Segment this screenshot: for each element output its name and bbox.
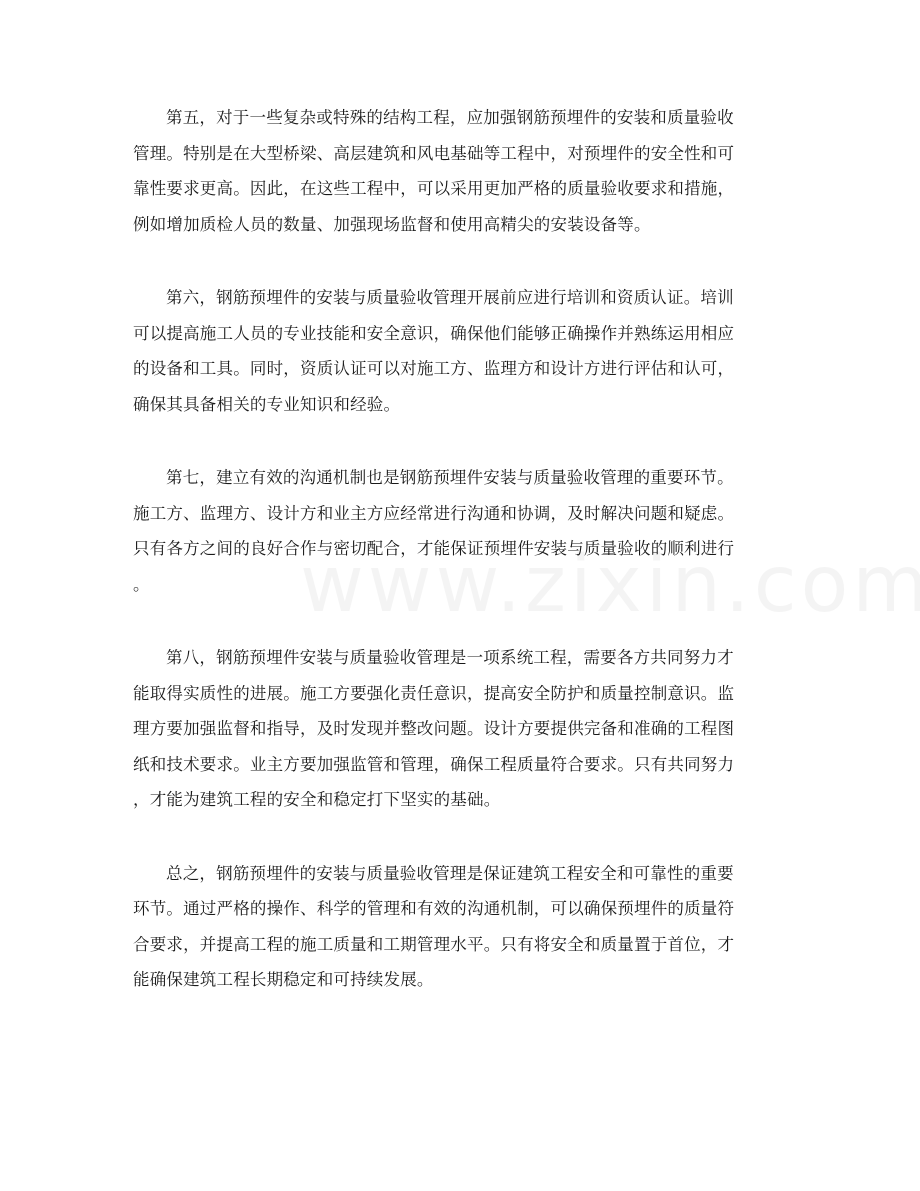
text-line: 合要求，并提高工程的施工质量和工期管理水平。只有将安全和质量置于首位，才 <box>133 934 735 954</box>
text-line: 能确保建筑工程长期稳定和可持续发展。 <box>133 970 434 989</box>
document-body <box>133 100 793 1036</box>
text-line: 确保其具备相关的专业知识和经验。 <box>133 394 401 414</box>
paragraph-conclusion <box>133 856 793 998</box>
text-line: 第七，建立有效的沟通机制也是钢筋预埋件安装与质量验收管理的重要环节。 <box>166 468 734 487</box>
paragraph-8 <box>133 640 793 818</box>
text-line: 例如增加质检人员的数量、加强现场监督和使用高精尖的安装设备等。 <box>133 214 651 234</box>
paragraph-7 <box>133 460 793 602</box>
text-line: 只有各方之间的良好合作与密切配合，才能保证预埋件安装与质量验收的顺利进行 <box>133 539 735 558</box>
text-line: 。 <box>133 574 150 594</box>
text-line: 纸和技术要求。业主方要加强监管和管理，确保工程质量符合要求。只有共同努力 <box>133 754 735 774</box>
text-line: 管理。特别是在大型桥梁、高层建筑和风电基础等工程中，对预埋件的安全性和可 <box>133 143 735 163</box>
text-line: 的设备和工具。同时，资质认证可以对施工方、监理方和设计方进行评估和认可， <box>133 359 735 378</box>
paragraph-6 <box>133 280 793 422</box>
text-line: 能取得实质性的进展。施工方要强化责任意识，提高安全防护和质量控制意识。监 <box>133 683 735 703</box>
paragraph-5 <box>133 100 793 242</box>
text-line: 可以提高施工人员的专业技能和安全意识，确保他们能够正确操作并熟练运用相应 <box>133 323 735 343</box>
text-line: 理方要加强监督和指导，及时发现并整改问题。设计方要提供完备和准确的工程图 <box>133 719 735 738</box>
text-line: 环节。通过严格的操作、科学的管理和有效的沟通机制，可以确保预埋件的质量符 <box>133 899 735 918</box>
text-line: 总之，钢筋预埋件的安装与质量验收管理是保证建筑工程安全和可靠性的重要 <box>166 863 734 883</box>
text-line: 第五，对于一些复杂或特殊的结构工程，应加强钢筋预埋件的安装和质量验收 <box>166 108 734 127</box>
text-line: 第八，钢筋预埋件安装与质量验收管理是一项系统工程，需要各方共同努力才 <box>166 648 734 667</box>
text-line: ，才能为建筑工程的安全和稳定打下坚实的基础。 <box>133 790 501 809</box>
text-line: 靠性要求更高。因此，在这些工程中，可以采用更加严格的质量验收要求和措施， <box>133 179 735 198</box>
text-line: 施工方、监理方、设计方和业主方应经常进行沟通和协调，及时解决问题和疑虑。 <box>133 503 735 523</box>
text-line: 第六，钢筋预埋件的安装与质量验收管理开展前应进行培训和资质认证。培训 <box>166 288 734 307</box>
